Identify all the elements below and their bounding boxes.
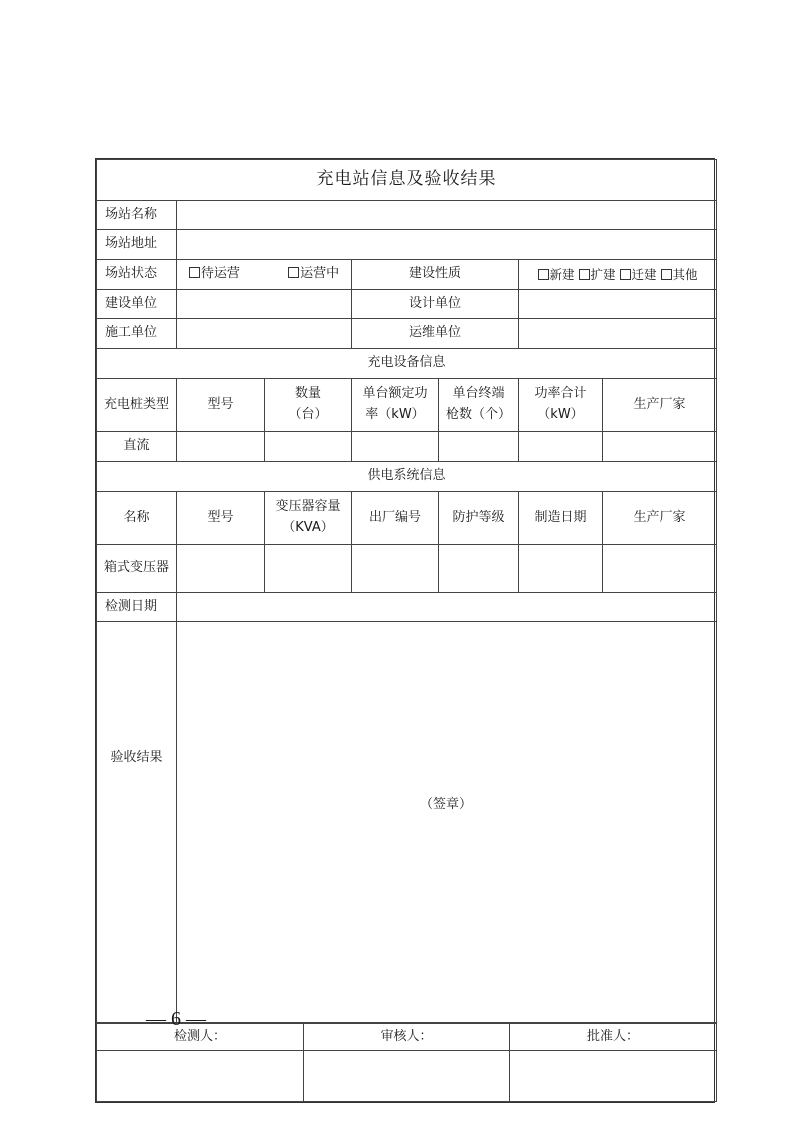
builder-field[interactable] xyxy=(177,290,352,319)
nature-option-other-label: 其他 xyxy=(672,266,698,282)
checkbox-icon xyxy=(538,269,549,280)
reviewer-signature-field[interactable] xyxy=(304,1051,510,1102)
box-transformer-label: 箱式变压器 xyxy=(97,545,177,593)
dc-gun-count-field[interactable] xyxy=(439,432,519,462)
acceptance-result-label: 验收结果 xyxy=(97,622,177,1023)
dc-rated-power-field[interactable] xyxy=(352,432,439,462)
charger-quantity-header xyxy=(265,379,352,432)
station-status-options xyxy=(177,260,352,290)
power-model-header: 型号 xyxy=(177,492,265,545)
transformer-date-field[interactable] xyxy=(519,545,603,593)
station-status-label: 场站状态 xyxy=(97,260,177,290)
status-option-operating[interactable] xyxy=(288,264,339,285)
seal-label: （签章） xyxy=(420,797,473,812)
transformer-maker-field[interactable] xyxy=(603,545,717,593)
dc-maker-field[interactable] xyxy=(603,432,717,462)
power-section-title: 供电系统信息 xyxy=(97,462,717,492)
transformer-serial-field[interactable] xyxy=(352,545,439,593)
quantity-header-line1: 数量 xyxy=(294,386,321,402)
gun-count-header-line2: 枪数（个） xyxy=(445,407,511,422)
acceptance-form xyxy=(95,158,715,1103)
constructor-field[interactable] xyxy=(177,319,352,349)
nature-option-expand[interactable] xyxy=(579,265,616,285)
total-power-header xyxy=(519,379,603,432)
station-name-label: 场站名称 xyxy=(97,201,177,230)
transformer-capacity-field[interactable] xyxy=(265,545,352,593)
nature-option-expand-label: 扩建 xyxy=(590,266,616,282)
gun-count-header xyxy=(439,379,519,432)
operator-field[interactable] xyxy=(519,319,717,349)
dc-quantity-field[interactable] xyxy=(265,432,352,462)
status-option-pending-label: 待运营 xyxy=(200,266,240,282)
capacity-header-line2: （KVA） xyxy=(282,520,334,535)
construction-nature-options xyxy=(519,260,717,290)
form-table xyxy=(96,159,717,1023)
page-number: — 6 — xyxy=(146,1008,206,1030)
total-power-header-line1: 功率合计 xyxy=(534,386,587,402)
constructor-label: 施工单位 xyxy=(97,319,177,349)
builder-label: 建设单位 xyxy=(97,290,177,319)
serial-number-header: 出厂编号 xyxy=(352,492,439,545)
nature-option-other[interactable] xyxy=(661,265,698,285)
form-title: 充电站信息及验收结果 xyxy=(97,160,717,201)
transformer-model-field[interactable] xyxy=(177,545,265,593)
gun-count-header-line1: 单台终端 xyxy=(452,386,505,402)
capacity-header-line1: 变压器容量 xyxy=(275,499,341,515)
checkbox-icon xyxy=(189,267,200,278)
checkbox-icon xyxy=(288,267,299,278)
manufacture-date-header: 制造日期 xyxy=(519,492,603,545)
tester-signature-field[interactable] xyxy=(97,1051,304,1102)
checkbox-icon xyxy=(661,269,672,280)
checkbox-icon xyxy=(620,269,631,280)
nature-option-relocate-label: 迁建 xyxy=(631,266,657,282)
dc-total-power-field[interactable] xyxy=(519,432,603,462)
operator-label: 运维单位 xyxy=(352,319,519,349)
charger-type-header: 充电桩类型 xyxy=(97,379,177,432)
dc-row-label: 直流 xyxy=(97,432,177,462)
approver-signature-field[interactable] xyxy=(510,1051,717,1102)
dc-model-field[interactable] xyxy=(177,432,265,462)
charger-model-header: 型号 xyxy=(177,379,265,432)
construction-nature-label: 建设性质 xyxy=(352,260,519,290)
power-name-header: 名称 xyxy=(97,492,177,545)
station-name-field[interactable] xyxy=(177,201,717,230)
approver-label: 批准人： xyxy=(510,1024,717,1051)
total-power-header-line2: （kW） xyxy=(537,407,584,422)
acceptance-result-field[interactable] xyxy=(177,622,717,1023)
test-date-label: 检测日期 xyxy=(97,593,177,622)
quantity-header-line2: （台） xyxy=(288,407,328,422)
tester-label: 检测人： xyxy=(97,1024,304,1051)
station-address-label: 场站地址 xyxy=(97,230,177,260)
status-option-operating-label: 运营中 xyxy=(300,266,340,282)
rated-power-header-line2: 率（kW） xyxy=(365,407,425,422)
protection-level-header: 防护等级 xyxy=(439,492,519,545)
nature-option-new[interactable] xyxy=(538,265,575,285)
rated-power-header xyxy=(352,379,439,432)
signature-table xyxy=(96,1023,717,1102)
test-date-field[interactable] xyxy=(177,593,717,622)
transformer-capacity-header xyxy=(265,492,352,545)
designer-label: 设计单位 xyxy=(352,290,519,319)
designer-field[interactable] xyxy=(519,290,717,319)
transformer-protection-field[interactable] xyxy=(439,545,519,593)
reviewer-label: 审核人： xyxy=(304,1024,510,1051)
charging-section-title: 充电设备信息 xyxy=(97,349,717,379)
status-option-pending[interactable] xyxy=(189,264,240,285)
charger-maker-header: 生产厂家 xyxy=(603,379,717,432)
checkbox-icon xyxy=(579,269,590,280)
nature-option-relocate[interactable] xyxy=(620,265,657,285)
station-address-field[interactable] xyxy=(177,230,717,260)
nature-option-new-label: 新建 xyxy=(549,266,575,282)
rated-power-header-line1: 单台额定功 xyxy=(362,386,428,402)
power-maker-header: 生产厂家 xyxy=(603,492,717,545)
